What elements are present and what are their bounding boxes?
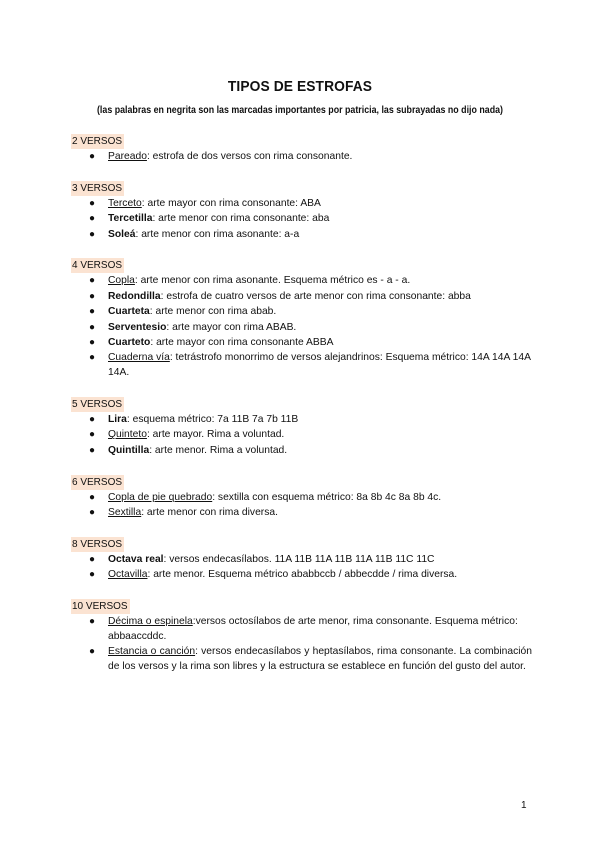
strophe-term: Cuarteta xyxy=(108,306,150,318)
list-item xyxy=(89,305,532,320)
list-item xyxy=(89,228,532,243)
list-item xyxy=(89,444,532,459)
strophe-description: :versos octosílabos de arte menor, rima consonante. Esquema métrico: abbaaccddc. xyxy=(108,615,518,642)
strophe-term: Quinteto xyxy=(108,429,147,441)
bullet-list xyxy=(72,615,532,675)
bullet-icon: ● xyxy=(89,569,96,581)
strophe-term: Copla xyxy=(108,275,135,287)
list-item xyxy=(89,321,532,336)
section-heading: 4 VERSOS xyxy=(72,260,123,272)
list-item xyxy=(89,491,532,506)
strophe-term: Octavilla xyxy=(108,569,148,581)
bullet-list xyxy=(72,491,532,521)
list-item xyxy=(89,212,532,227)
section-heading: 2 VERSOS xyxy=(72,136,123,147)
strophe-term: Pareado xyxy=(108,151,147,162)
strophe-description: : arte menor con rima asonante: a-a xyxy=(135,228,300,240)
page-subtitle: (las palabras en negrita son las marcadas importantes por patricia, las subrayadas no dijo nada) xyxy=(96,105,504,116)
list-item xyxy=(89,197,532,212)
bullet-icon: ● xyxy=(89,646,96,658)
bullet-icon: ● xyxy=(89,213,96,225)
bullet-icon: ● xyxy=(89,228,96,240)
bullet-icon: ● xyxy=(89,275,96,287)
bullet-icon: ● xyxy=(89,336,96,348)
strophe-term: Tercetilla xyxy=(108,213,153,225)
strophe-term: Estancia o canción xyxy=(108,646,196,658)
strophe-list xyxy=(72,131,532,688)
section-8-versos xyxy=(72,534,532,583)
list-item xyxy=(89,506,532,521)
list-item xyxy=(89,351,532,381)
bullet-icon: ● xyxy=(89,352,96,364)
strophe-description: : versos endecasílabos. 11A 11B 11A 11B 11A 11B 11C 11C xyxy=(163,553,435,565)
section-heading: 5 VERSOS xyxy=(72,398,123,410)
strophe-term: Cuaderna vía xyxy=(108,352,170,364)
strophe-description: : sextilla con esquema métrico: 8a 8b 4c 8a 8b 4c. xyxy=(212,491,442,503)
section-6-versos xyxy=(72,472,532,521)
list-item xyxy=(89,615,532,645)
list-item xyxy=(89,274,532,289)
bullet-icon: ● xyxy=(89,553,96,565)
strophe-term: Lira xyxy=(108,413,127,425)
bullet-icon: ● xyxy=(89,321,96,333)
strophe-description: : arte menor con rima asonante. Esquema métrico es - a - a. xyxy=(134,275,411,287)
strophe-term: Redondilla xyxy=(108,290,161,302)
list-item xyxy=(89,150,532,165)
bullet-icon: ● xyxy=(89,491,96,503)
strophe-description: : tetrástrofo monorrimo de versos alejandrinos: Esquema métrico: 14A 14A 14A 14A. xyxy=(108,352,531,379)
list-item xyxy=(89,553,532,568)
page-number: 1 xyxy=(521,800,527,811)
bullet-icon: ● xyxy=(89,290,96,302)
bullet-icon: ● xyxy=(89,197,96,209)
section-heading: 3 VERSOS xyxy=(72,182,123,194)
section-heading: 6 VERSOS xyxy=(72,476,123,488)
strophe-description: : estrofa de dos versos con rima consonante. xyxy=(146,151,353,162)
bullet-icon: ● xyxy=(89,444,96,456)
strophe-term: Soleá xyxy=(108,228,136,240)
strophe-term: Sextilla xyxy=(108,506,142,518)
strophe-description: : arte mayor con rima ABAB. xyxy=(166,321,297,333)
list-item xyxy=(89,336,532,351)
strophe-description: : arte menor. Rima a voluntad. xyxy=(149,444,288,456)
strophe-term: Octava real xyxy=(108,553,164,565)
list-item xyxy=(89,428,532,443)
list-item xyxy=(89,568,532,583)
bullet-icon: ● xyxy=(89,429,96,441)
strophe-term: Terceto xyxy=(108,197,142,209)
list-item xyxy=(89,645,532,675)
bullet-list xyxy=(72,150,532,165)
strophe-term: Quintilla xyxy=(108,444,150,456)
strophe-description: : arte menor con rima consonante: aba xyxy=(152,213,330,225)
strophe-term: Copla de pie quebrado xyxy=(108,491,213,503)
section-3-versos xyxy=(72,178,532,243)
section-4-versos xyxy=(72,255,532,381)
list-item xyxy=(89,290,532,305)
bullet-list xyxy=(72,197,532,243)
strophe-term: Serventesio xyxy=(108,321,167,333)
bullet-icon: ● xyxy=(89,413,96,425)
bullet-list xyxy=(72,413,532,459)
strophe-description: : versos endecasílabos y heptasílabos, rima consonante. La combinación de los versos y la rima son libres y la estructura se establece en función del gusto del autor. xyxy=(108,646,532,672)
strophe-description: : arte menor con rima abab. xyxy=(149,306,277,318)
bullet-list xyxy=(72,274,532,381)
strophe-description: : arte mayor con rima consonante ABBA xyxy=(150,336,334,348)
page-title: TIPOS DE ESTROFAS xyxy=(227,78,373,95)
bullet-list xyxy=(72,553,532,583)
section-heading: 8 VERSOS xyxy=(72,538,123,550)
strophe-description: : arte mayor con rima consonante: ABA xyxy=(141,197,321,209)
bullet-icon: ● xyxy=(89,506,96,518)
strophe-description: : estrofa de cuatro versos de arte menor con rima consonante: abba xyxy=(160,290,471,302)
list-item xyxy=(89,413,532,428)
bullet-icon: ● xyxy=(89,615,96,627)
strophe-description: : arte mayor. Rima a voluntad. xyxy=(146,429,285,441)
strophe-term: Cuarteto xyxy=(108,336,151,348)
strophe-description: : esquema métrico: 7a 11B 7a 7b 11B xyxy=(126,413,299,425)
section-5-versos xyxy=(72,394,532,459)
section-2-versos xyxy=(72,131,532,165)
bullet-icon: ● xyxy=(89,306,96,318)
strophe-description: : arte menor. Esquema métrico ababbccb / abbecdde / rima diversa. xyxy=(147,569,458,581)
strophe-description: : arte menor con rima diversa. xyxy=(141,506,278,518)
section-heading: 10 VERSOS xyxy=(72,600,128,612)
section-10-versos xyxy=(72,596,532,675)
strophe-term: Décima o espinela xyxy=(108,615,193,627)
bullet-icon: ● xyxy=(89,151,96,162)
